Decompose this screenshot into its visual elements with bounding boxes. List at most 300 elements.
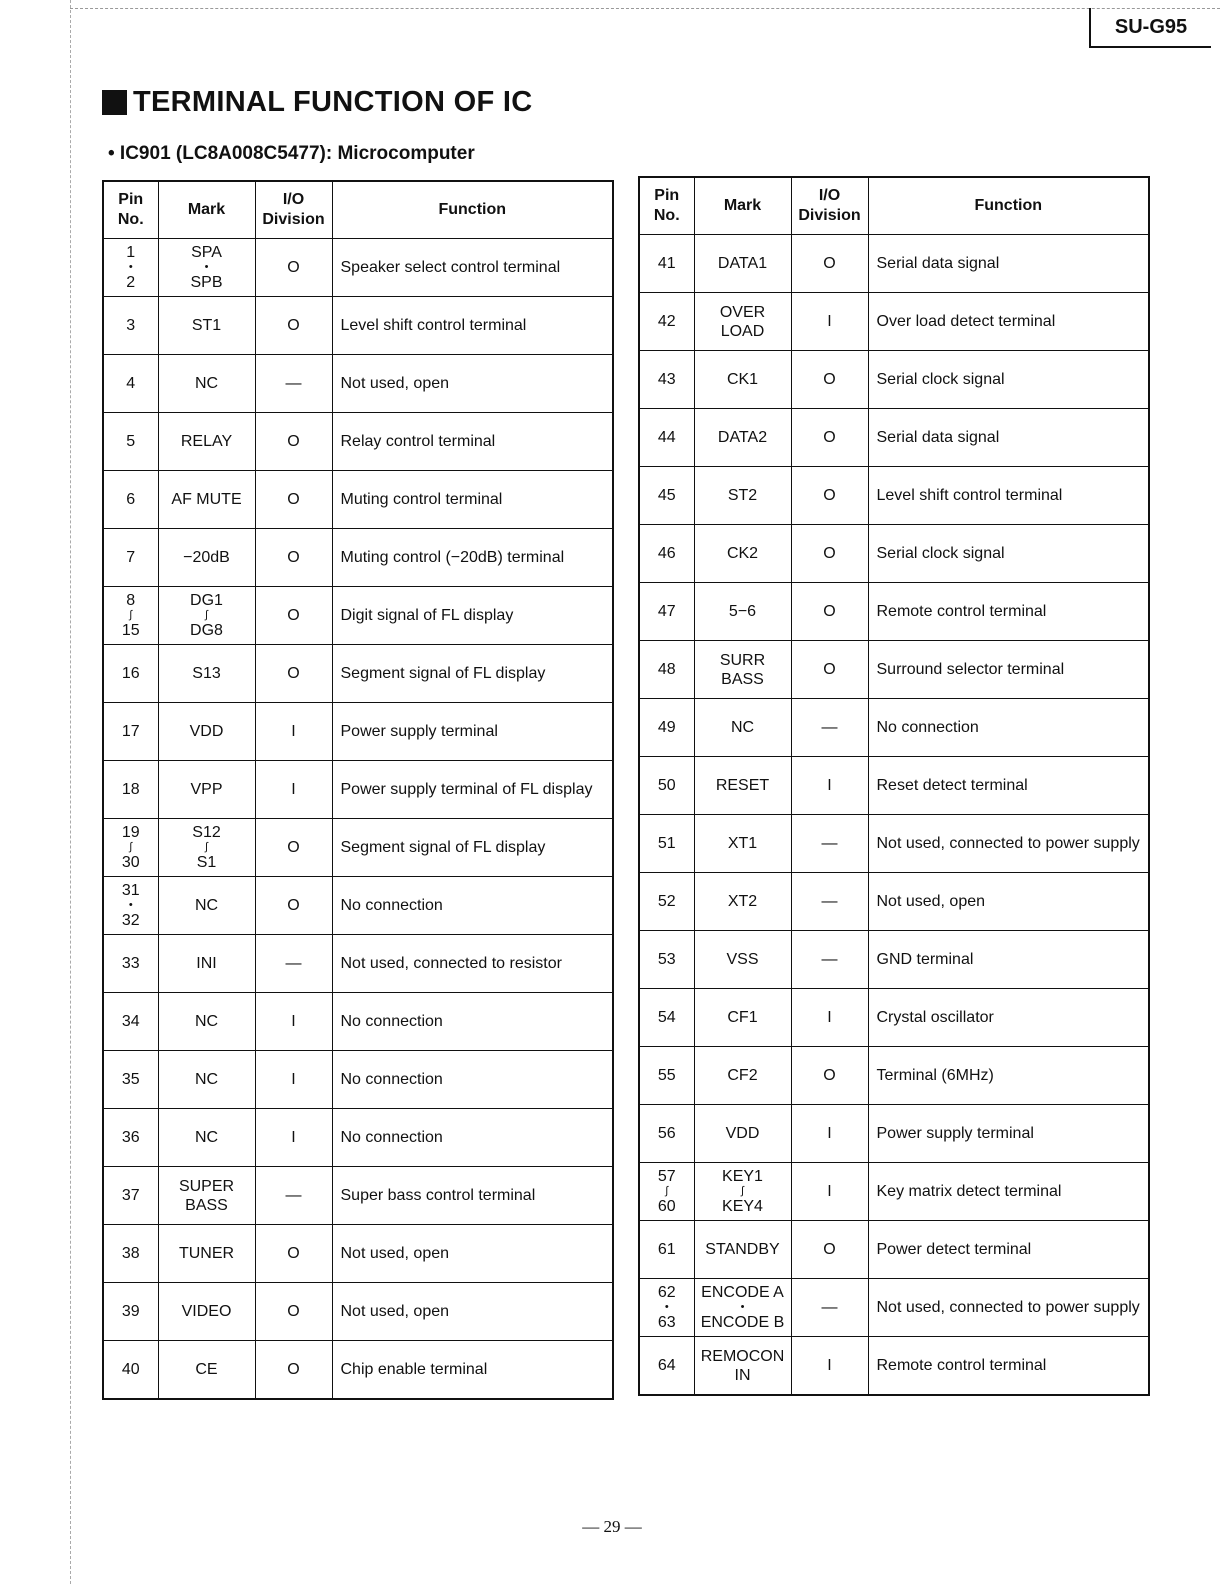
mark-cell [694, 1221, 791, 1279]
function-cell: Power supply terminal [868, 1105, 1149, 1163]
function-cell: Segment signal of FL display [332, 819, 613, 877]
function-cell: No connection [332, 877, 613, 935]
function-cell: Speaker select control terminal [332, 239, 613, 297]
pin-line: 44 [657, 429, 676, 446]
mark-line: VPP [190, 781, 223, 798]
mark-cell [694, 293, 791, 351]
mark-line: CK1 [726, 371, 759, 388]
pin-line: 6 [126, 491, 136, 508]
pin-number-cell [639, 989, 694, 1047]
pin-number-cell [639, 931, 694, 989]
mark-line: NC [194, 375, 219, 392]
table-row [639, 1337, 1149, 1396]
table-row [639, 699, 1149, 757]
function-cell: Serial data signal [868, 409, 1149, 467]
pin-number-cell [639, 699, 694, 757]
io-division-cell: O [255, 1225, 332, 1283]
pin-line: • [128, 899, 133, 911]
mark-cell [158, 1341, 255, 1400]
top-rule [70, 8, 1220, 9]
function-cell: Segment signal of FL display [332, 645, 613, 703]
pin-line: 57 [657, 1168, 676, 1185]
io-division-cell: O [255, 587, 332, 645]
pin-number-cell [103, 935, 158, 993]
io-division-cell: O [255, 645, 332, 703]
function-cell: No connection [868, 699, 1149, 757]
function-cell: Not used, connected to resistor [332, 935, 613, 993]
pin-table-left-body [103, 239, 613, 1400]
mark-line: ∫ [204, 841, 208, 853]
table-row [103, 587, 613, 645]
pin-number-cell [103, 703, 158, 761]
function-cell: Not used, open [332, 1283, 613, 1341]
pin-line: ∫ [665, 1185, 669, 1197]
mark-line: STANDBY [705, 1241, 780, 1258]
io-division-cell: — [791, 931, 868, 989]
pin-line: 16 [121, 665, 140, 682]
pin-line: 30 [121, 854, 140, 871]
pin-line: 34 [121, 1013, 140, 1030]
io-division-cell: O [791, 409, 868, 467]
pin-line: 37 [121, 1187, 140, 1204]
pin-number-cell [639, 873, 694, 931]
page-edge-scan-margin [0, 0, 71, 1584]
pin-line: 17 [121, 723, 140, 740]
table-row [639, 757, 1149, 815]
function-cell: Muting control (−20dB) terminal [332, 529, 613, 587]
header-pin-no [103, 181, 158, 239]
mark-line: OVER [719, 303, 766, 321]
header-io-line-1: I/O [282, 191, 305, 208]
mark-cell [694, 1279, 791, 1337]
mark-line: SURR [719, 651, 766, 669]
io-division-cell: O [255, 819, 332, 877]
pin-line: 49 [657, 719, 676, 736]
mark-cell [158, 355, 255, 413]
table-row [639, 931, 1149, 989]
pin-line: 19 [121, 824, 140, 841]
io-division-cell: O [255, 529, 332, 587]
function-cell: Power detect terminal [868, 1221, 1149, 1279]
pin-line: 43 [657, 371, 676, 388]
io-division-cell: O [255, 297, 332, 355]
pin-number-cell [103, 1225, 158, 1283]
mark-cell [158, 529, 255, 587]
mark-line: SPA [191, 244, 222, 261]
table-row [639, 293, 1149, 351]
mark-line: ST2 [727, 487, 758, 504]
function-cell: GND terminal [868, 931, 1149, 989]
mark-line: IN [734, 1366, 751, 1384]
io-division-cell: O [255, 877, 332, 935]
mark-line: XT2 [727, 893, 758, 910]
function-cell: Relay control terminal [332, 413, 613, 471]
io-division-cell: — [791, 815, 868, 873]
io-division-cell: O [255, 471, 332, 529]
mark-cell [694, 351, 791, 409]
mark-line: XT1 [727, 835, 758, 852]
pin-line: • [664, 1301, 669, 1313]
pin-number-cell [103, 587, 158, 645]
mark-line: KEY1 [722, 1168, 763, 1185]
pin-number-cell [639, 641, 694, 699]
mark-line: ∫ [740, 1185, 744, 1197]
io-division-cell: O [255, 1341, 332, 1400]
pin-line: 3 [126, 317, 136, 334]
table-row [103, 1225, 613, 1283]
io-division-cell: O [255, 239, 332, 297]
table-row [639, 989, 1149, 1047]
mark-line: ENCODE B [700, 1314, 785, 1331]
mark-cell [158, 413, 255, 471]
ic-subtitle: • IC901 (LC8A008C5477): Microcomputer [108, 143, 475, 164]
black-square-bullet-icon [102, 90, 127, 115]
mark-cell [694, 1047, 791, 1105]
table-row [103, 1283, 613, 1341]
table-row [103, 529, 613, 587]
io-division-cell: I [255, 703, 332, 761]
header-function: Function [868, 177, 1149, 235]
function-cell: Terminal (6MHz) [868, 1047, 1149, 1105]
pin-number-cell [103, 355, 158, 413]
pin-number-cell [639, 1047, 694, 1105]
function-cell: Not used, connected to power supply [868, 1279, 1149, 1337]
mark-cell [158, 645, 255, 703]
function-cell: Power supply terminal [332, 703, 613, 761]
io-division-cell: O [791, 641, 868, 699]
function-cell: Over load detect terminal [868, 293, 1149, 351]
pin-number-cell [103, 297, 158, 355]
mark-line: ∫ [204, 609, 208, 621]
table-row [639, 1047, 1149, 1105]
pin-number-cell [639, 1105, 694, 1163]
table-row [103, 239, 613, 297]
pin-line: 51 [657, 835, 676, 852]
io-division-cell: O [255, 1283, 332, 1341]
pin-line: 55 [657, 1067, 676, 1084]
mark-cell [694, 409, 791, 467]
table-row [639, 409, 1149, 467]
io-division-cell: O [791, 467, 868, 525]
section-title [102, 86, 532, 119]
mark-line: S12 [192, 824, 221, 841]
pin-number-cell [639, 525, 694, 583]
pin-line: 42 [657, 313, 676, 330]
function-cell: Serial clock signal [868, 351, 1149, 409]
io-division-cell: I [791, 293, 868, 351]
io-division-cell: — [791, 873, 868, 931]
pin-line: 41 [657, 255, 676, 272]
pin-line: 63 [657, 1314, 676, 1331]
pin-line: ∫ [129, 841, 133, 853]
pin-line: 48 [657, 661, 676, 678]
io-division-cell: — [255, 935, 332, 993]
pin-line: 33 [121, 955, 140, 972]
table-header-row [639, 177, 1149, 235]
mark-line: VIDEO [181, 1303, 232, 1320]
mark-line: CK2 [726, 545, 759, 562]
mark-cell [158, 587, 255, 645]
function-cell: Not used, open [868, 873, 1149, 931]
table-row [103, 877, 613, 935]
io-division-cell: — [255, 1167, 332, 1225]
io-division-cell: I [791, 757, 868, 815]
table-row [103, 1109, 613, 1167]
header-io-line-2: Division [798, 207, 861, 224]
io-division-cell: O [255, 413, 332, 471]
function-cell: Surround selector terminal [868, 641, 1149, 699]
mark-cell [694, 1105, 791, 1163]
mark-cell [694, 1163, 791, 1221]
mark-cell [158, 1109, 255, 1167]
header-mark: Mark [158, 181, 255, 239]
function-cell: Level shift control terminal [332, 297, 613, 355]
table-row [639, 641, 1149, 699]
pin-number-cell [639, 1279, 694, 1337]
function-cell: Not used, open [332, 355, 613, 413]
pin-line: 56 [657, 1125, 676, 1142]
table-row [103, 355, 613, 413]
pin-line: 45 [657, 487, 676, 504]
page-number: — 29 — [582, 1517, 642, 1536]
mark-line: VDD [725, 1125, 760, 1142]
pin-number-cell [103, 1283, 158, 1341]
header-io-line-2: Division [262, 211, 325, 228]
function-cell: Level shift control terminal [868, 467, 1149, 525]
header-pin-no [639, 177, 694, 235]
model-label: SU-G95 [1089, 8, 1211, 48]
io-division-cell: O [791, 583, 868, 641]
mark-cell [158, 1283, 255, 1341]
mark-cell [158, 239, 255, 297]
function-cell: Super bass control terminal [332, 1167, 613, 1225]
table-row [639, 525, 1149, 583]
function-cell: Crystal oscillator [868, 989, 1149, 1047]
table-header-row [103, 181, 613, 239]
function-cell: Remote control terminal [868, 1337, 1149, 1396]
pin-number-cell [103, 413, 158, 471]
pin-number-cell [639, 757, 694, 815]
io-division-cell: I [791, 1105, 868, 1163]
pin-line: 54 [657, 1009, 676, 1026]
mark-cell [694, 931, 791, 989]
io-division-cell: O [791, 351, 868, 409]
table-row [103, 703, 613, 761]
function-cell: Not used, connected to power supply [868, 815, 1149, 873]
function-cell: Not used, open [332, 1225, 613, 1283]
pin-line: 39 [121, 1303, 140, 1320]
mark-line: RESET [715, 777, 770, 794]
pin-table-right [638, 176, 1150, 1396]
mark-line: DG1 [190, 592, 223, 609]
mark-cell [158, 993, 255, 1051]
pin-line: 60 [657, 1198, 676, 1215]
mark-line: REMOCON [700, 1347, 785, 1365]
table-row [103, 471, 613, 529]
pin-number-cell [103, 819, 158, 877]
mark-line: ENCODE A [701, 1284, 784, 1301]
pin-line: • [128, 261, 133, 273]
table-row [639, 815, 1149, 873]
function-cell: Power supply terminal of FL display [332, 761, 613, 819]
pin-number-cell [639, 815, 694, 873]
mark-line: BASS [721, 670, 764, 688]
mark-line: 5−6 [728, 603, 757, 620]
table-row [639, 583, 1149, 641]
mark-line: DATA2 [717, 429, 768, 446]
mark-cell [158, 703, 255, 761]
header-io-division [255, 181, 332, 239]
pin-line: 7 [126, 549, 136, 566]
io-division-cell: — [255, 355, 332, 413]
io-division-cell: I [255, 1051, 332, 1109]
table-row [103, 645, 613, 703]
mark-cell [158, 761, 255, 819]
pin-line: 40 [121, 1361, 140, 1378]
mark-cell [694, 525, 791, 583]
pin-line: 50 [657, 777, 676, 794]
mark-line: LOAD [720, 322, 765, 340]
table-row [103, 1167, 613, 1225]
pin-number-cell [103, 239, 158, 297]
mark-cell [694, 467, 791, 525]
pin-line: 2 [126, 274, 136, 291]
mark-cell [694, 1337, 791, 1396]
pin-line: 46 [657, 545, 676, 562]
pin-line: 35 [121, 1071, 140, 1088]
pin-number-cell [103, 877, 158, 935]
table-row [103, 819, 613, 877]
io-division-cell: I [255, 1109, 332, 1167]
function-cell: Serial clock signal [868, 525, 1149, 583]
mark-cell [158, 1225, 255, 1283]
table-row [639, 1221, 1149, 1279]
mark-line: NC [194, 1129, 219, 1146]
table-row [639, 873, 1149, 931]
table-row [639, 1105, 1149, 1163]
table-row [639, 235, 1149, 293]
table-row [103, 297, 613, 355]
mark-cell [158, 1167, 255, 1225]
pin-line: 62 [657, 1284, 676, 1301]
mark-cell [694, 815, 791, 873]
function-cell: Digit signal of FL display [332, 587, 613, 645]
io-division-cell: I [791, 989, 868, 1047]
io-division-cell: I [255, 761, 332, 819]
section-title-text: TERMINAL FUNCTION OF IC [133, 86, 533, 118]
table-row [103, 761, 613, 819]
pin-line: 8 [126, 592, 136, 609]
mark-line: NC [194, 1013, 219, 1030]
mark-cell [694, 757, 791, 815]
pin-number-cell [639, 235, 694, 293]
function-cell: No connection [332, 993, 613, 1051]
io-division-cell: O [791, 525, 868, 583]
mark-line: CE [195, 1361, 218, 1378]
pin-number-cell [639, 467, 694, 525]
table-row [103, 1341, 613, 1400]
mark-cell [158, 297, 255, 355]
io-division-cell: O [791, 1221, 868, 1279]
mark-line: AF MUTE [171, 491, 242, 508]
table-row [103, 1051, 613, 1109]
mark-line: • [740, 1301, 745, 1313]
pin-line: ∫ [129, 609, 133, 621]
function-cell: Reset detect terminal [868, 757, 1149, 815]
pin-number-cell [639, 351, 694, 409]
header-io-division [791, 177, 868, 235]
mark-line: DATA1 [717, 255, 768, 272]
pin-number-cell [103, 529, 158, 587]
mark-cell [158, 877, 255, 935]
table-row [639, 1163, 1149, 1221]
pin-table-right-body [639, 235, 1149, 1396]
pin-number-cell [639, 1337, 694, 1396]
pin-line: 18 [121, 781, 140, 798]
mark-line: RELAY [180, 433, 233, 450]
mark-cell [694, 873, 791, 931]
table-row [103, 935, 613, 993]
mark-line: BASS [185, 1196, 228, 1214]
pin-table-left [102, 180, 614, 1400]
pin-number-cell [639, 293, 694, 351]
mark-line: ST1 [191, 317, 222, 334]
function-cell: Serial data signal [868, 235, 1149, 293]
io-division-cell: I [255, 993, 332, 1051]
mark-cell [158, 819, 255, 877]
mark-cell [694, 699, 791, 757]
function-cell: Key matrix detect terminal [868, 1163, 1149, 1221]
pin-number-cell [103, 1051, 158, 1109]
pin-line: 32 [121, 912, 140, 929]
pin-number-cell [103, 761, 158, 819]
pin-number-cell [103, 645, 158, 703]
pin-number-cell [639, 583, 694, 641]
mark-line: • [204, 261, 209, 273]
mark-cell [694, 235, 791, 293]
mark-cell [694, 583, 791, 641]
header-io-line-1: I/O [818, 187, 841, 204]
function-cell: Muting control terminal [332, 471, 613, 529]
pin-line: 61 [657, 1241, 676, 1258]
mark-line: CF1 [727, 1009, 758, 1026]
io-division-cell: — [791, 699, 868, 757]
pin-number-cell [103, 1167, 158, 1225]
pin-line: 31 [121, 882, 140, 899]
mark-line: S13 [192, 665, 221, 682]
mark-cell [158, 1051, 255, 1109]
pin-line: 38 [121, 1245, 140, 1262]
pin-number-cell [103, 993, 158, 1051]
pin-line: 64 [657, 1357, 676, 1374]
mark-line: SUPER [178, 1177, 235, 1195]
io-division-cell: O [791, 235, 868, 293]
table-row [639, 1279, 1149, 1337]
pin-line: 4 [126, 375, 136, 392]
function-cell: No connection [332, 1051, 613, 1109]
pin-line: 36 [121, 1129, 140, 1146]
mark-cell [158, 935, 255, 993]
pin-number-cell [639, 1221, 694, 1279]
function-cell: Chip enable terminal [332, 1341, 613, 1400]
mark-line: SPB [190, 274, 223, 291]
io-division-cell: I [791, 1337, 868, 1396]
table-row [639, 467, 1149, 525]
mark-line: DG8 [190, 622, 223, 639]
function-cell: No connection [332, 1109, 613, 1167]
pin-number-cell [103, 1341, 158, 1400]
mark-line: KEY4 [722, 1198, 763, 1215]
